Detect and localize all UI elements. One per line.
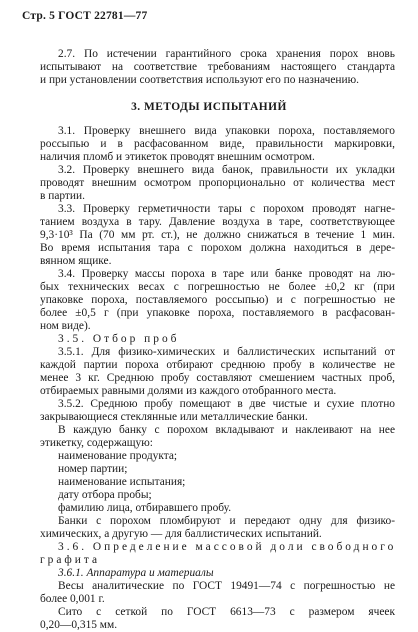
text-line: 3.6.1. Аппаратура и материалы	[58, 567, 214, 579]
text-line: танием воздуха в тару. Давление воздуха в таре, соответствующее	[40, 216, 395, 228]
text-line: наличия пломб и этикеток проводят внешним осмотром.	[40, 151, 315, 163]
text-line: более ±0,5 г (при упаковке пороха, поставляемого в расфасован-	[40, 307, 395, 319]
text-line: проводят внешним осмотром пропорционально от количества мест	[40, 177, 395, 189]
page-header: Стр. 5 ГОСТ 22781—77	[22, 10, 148, 22]
text-line: 3.2. Проверку внешнего вида банок, правильности их укладки	[58, 164, 395, 176]
text-line: вянном ящике.	[40, 255, 112, 267]
text-line: В каждую банку с порохом вкладывают и наклеивают на нее	[58, 424, 395, 436]
text-line: наименование продукта;	[58, 450, 178, 462]
text-line: упаковке пороха, поставляемого россыпью) и с погрешностью не	[40, 294, 395, 306]
text-line: 3.5. Отбор проб	[58, 333, 180, 345]
text-line: графита	[40, 554, 101, 566]
section-heading: 3. МЕТОДЫ ИСПЫТАНИЙ	[131, 101, 287, 113]
text-line: номер партии;	[58, 463, 128, 475]
text-line: этикетку, содержащую:	[40, 437, 153, 449]
text-line: 3.5.1. Для физико-химических и баллистических испытаний от	[58, 346, 395, 358]
text-line: 3.5.2. Среднюю пробу помещают в две чистые и сухие плотно	[58, 398, 395, 410]
text-line: фамилию лица, отбиравшего пробу.	[58, 502, 232, 514]
text-line: 3.4. Проверку массы пороха в таре или банке проводят на лю-	[58, 268, 395, 280]
text-line: менее 3 кг. Среднюю пробу составляют смешением частных проб,	[40, 372, 395, 384]
text-line: 0,20—0,315 мм.	[40, 619, 118, 631]
text-line: 2.7. По истечении гарантийного срока хранения порох вновь	[58, 48, 395, 60]
text-line: Банки с порохом пломбируют и передают одну для физико-	[58, 515, 395, 527]
text-line: каждой партии пороха отбирают среднюю пробу в количестве не	[40, 359, 395, 371]
text-line: 3.3. Проверку герметичности тары с порохом проводят нагне-	[58, 203, 395, 215]
text-line: бых технических весах с погрешностью не более ±0,2 кг (при	[40, 281, 395, 293]
text-line: 3.6. Определение массовой доли свободного	[58, 541, 397, 553]
text-line: Весы аналитические по ГОСТ 19491—74 с погрешностью не	[58, 580, 395, 592]
text-line: 3.1. Проверку внешнего вида упаковки пороха, поставляемого	[58, 125, 395, 137]
text-line: Во время испытания тара с порохом должна находиться в дере-	[40, 242, 395, 254]
text-line: наименование испытания;	[58, 476, 186, 488]
text-line: закрывающиеся стеклянные или металлические банки.	[40, 411, 308, 423]
text-line: дату отбора пробы;	[58, 489, 152, 501]
text-line: и при установлении соответствия используют его по назначению.	[40, 74, 359, 86]
text-line: Сито с сеткой по ГОСТ 6613—73 с размером ячеек	[58, 606, 395, 618]
text-line: химических, а другую — для баллистических испытаний.	[40, 528, 322, 540]
text-line: в партии.	[40, 190, 85, 202]
text-line: отбираемых равными долями из каждого отобранного места.	[40, 385, 337, 397]
text-line: 9,3·10³ Па (70 мм рт. ст.), не должно снижаться в течение 1 мин.	[40, 229, 395, 241]
text-line: ном виде).	[40, 320, 91, 332]
text-line: россыпью и в расфасованном виде, правильности маркировки,	[40, 138, 395, 150]
text-line: более 0,001 г.	[40, 593, 105, 605]
text-line: испытывают на соответствие требованиям настоящего стандарта	[40, 61, 395, 73]
